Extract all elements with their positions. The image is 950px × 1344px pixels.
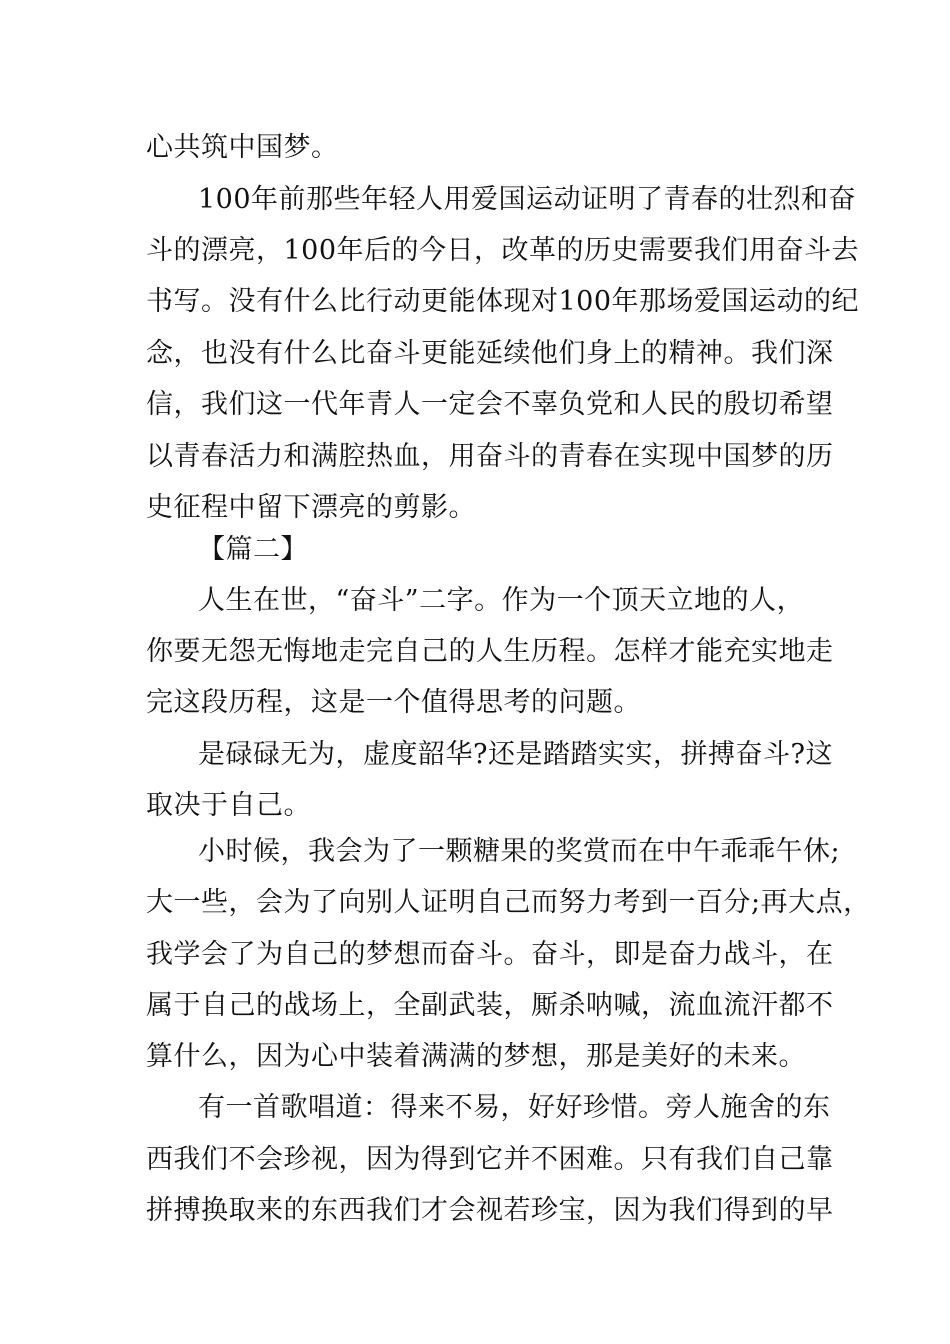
text-line: 信，我们这一代年青人一定会不辜负党和人民的殷切希望 [146,389,834,420]
text-line: 斗的漂亮，100年后的今日，改革的历史需要我们用奋斗去 [146,235,860,266]
section-heading: 【篇二】 [198,534,308,565]
text-line: 100年前那些年轻人用爱国运动证明了青春的壮烈和奋 [198,184,857,215]
text-line: 书写。没有什么比行动更能体现对100年那场爱国运动的纪 [146,286,860,317]
text-line: 史征程中留下漂亮的剪影。 [146,492,476,523]
text-line: 属于自己的战场上，全副武装，厮杀呐喊，流血流汗都不 [146,990,834,1021]
text-line: 小时候，我会为了一颗糖果的奖赏而在中午乖乖午休; [198,836,841,867]
text-line: 心共筑中国梦。 [146,132,339,163]
text-line: 以青春活力和满腔热血，用奋斗的青春在实现中国梦的历 [146,441,834,472]
text-line: 有一首歌唱道：得来不易，好好珍惜。旁人施舍的东 [198,1092,831,1123]
text-line: 算什么，因为心中装着满满的梦想，那是美好的未来。 [146,1041,806,1072]
text-line: 念，也没有什么比奋斗更能延续他们身上的精神。我们深 [146,338,834,369]
text-line: 你要无怨无悔地走完自己的人生历程。怎样才能充实地走 [146,636,834,667]
text-line: 拼搏换取来的东西我们才会视若珍宝，因为我们得到的早 [146,1195,834,1226]
text-line: 人生在世，“奋斗”二字。作为一个顶天立地的人， [198,585,805,616]
text-line: 西我们不会珍视，因为得到它并不困难。只有我们自己靠 [146,1144,834,1175]
text-line: 完这段历程，这是一个值得思考的问题。 [146,687,641,718]
text-line: 大一些，会为了向别人证明自己而努力考到一百分;再大点， [146,887,871,918]
text-line: 取决于自己。 [146,790,311,821]
text-line: 是碌碌无为，虚度韶华?还是踏踏实实，拼搏奋斗?这 [198,739,833,770]
text-line: 我学会了为自己的梦想而奋斗。奋斗，即是奋力战斗，在 [146,939,834,970]
